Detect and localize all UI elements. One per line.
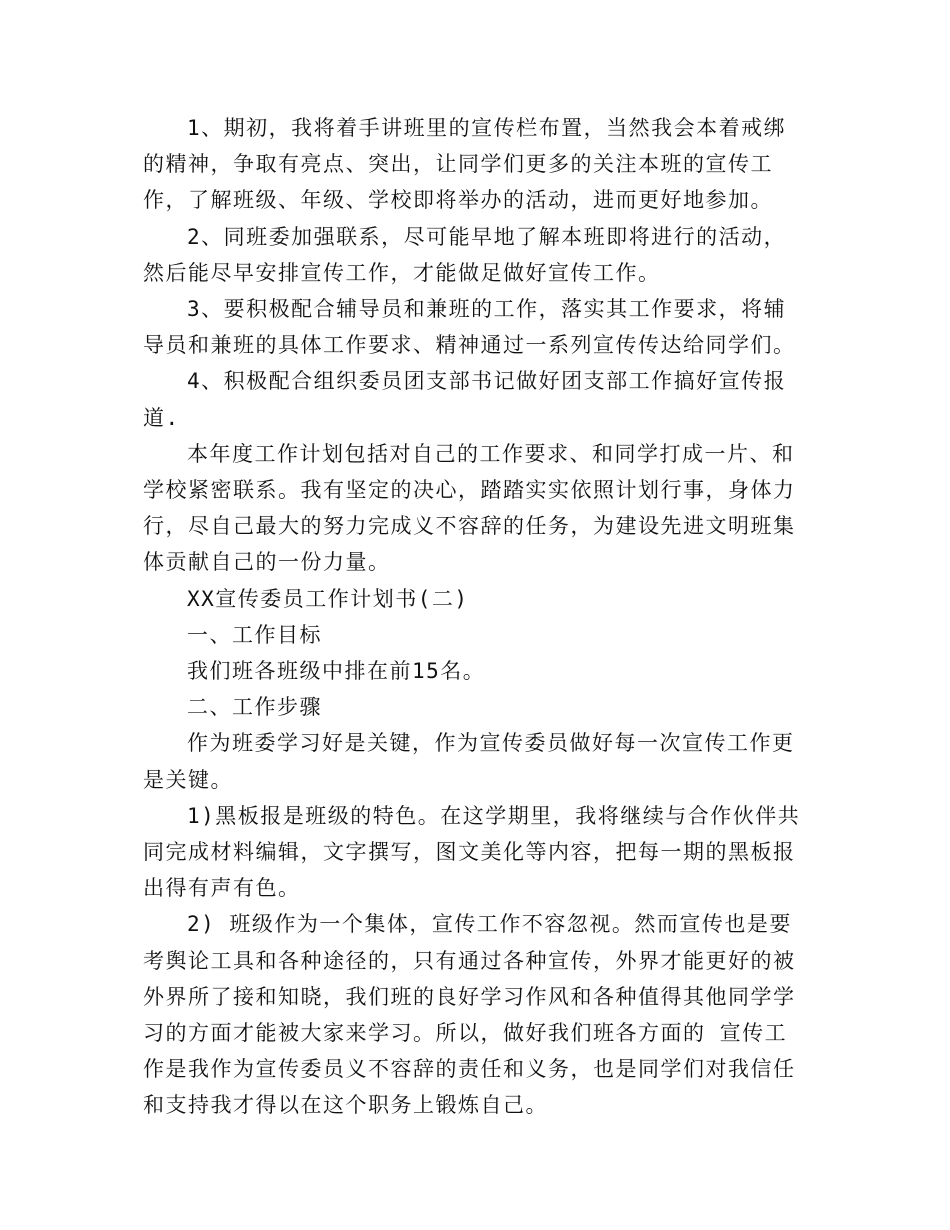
section-title: XX宣传委员工作计划书(二) [187, 586, 469, 611]
paragraph-steps-intro: 作为班委学习好是关键，作为宣传委员做好每一次宣传工作更是关键。 [143, 731, 795, 792]
paragraph-summary: 本年度工作计划包括对自己的工作要求、和同学打成一片、和学校紧密联系。我有坚定的决心，踏踏实实依照计划行事，身体力行，尽自己最大的努力完成义不容辞的任务，为建设先进文明班集体贡献自己的一份力量。 [143, 441, 796, 575]
paragraph-plan-item-2: 2、同班委加强联系，尽可能早地了解本班即将进行的活动，然后能尽早安排宣传工作，才能做足做好宣传工作。 [143, 224, 787, 285]
paragraph-step-1: 1)黑板报是班级的特色。在这学期里，我将继续与合作伙伴共同完成材料编辑，文字撰写，图文美化等内容，把每一期的黑板报出得有声有色。 [143, 803, 801, 901]
paragraph-plan-item-3: 3、要积极配合辅导员和兼班的工作，落实其工作要求，将辅导员和兼班的具体工作要求、精神通过一系列宣传传达给同学们。 [143, 297, 796, 358]
heading-work-goal: 一、工作目标 [187, 622, 322, 647]
paragraph-goal: 我们班各班级中排在前15名。 [187, 659, 486, 684]
paragraph-plan-item-1: 1、期初，我将着手讲班里的宣传栏布置，当然我会本着戒绑的精神，争取有亮点、突出，让同学们更多的关注本班的宣传工作，了解班级、年级、学校即将举办的活动，进而更好地参加。 [143, 116, 787, 213]
document-body [143, 110, 808, 1124]
paragraph-step-2: 2) 班级作为一个集体，宣传工作不容忽视。然而宣传也是要考舆论工具和各种途径的，只有通过各种宣传，外界才能更好的被外界所了接和知晓，我们班的良好学习作风和各种值得其他同学学习的方面才能被大家来学习。所以，做好我们班各方面的 宣传工作是我作为宣传委员义不容辞的责任和义务，也是同学们对我信任和支持我才得以在这个职务上锻炼自己。 [143, 912, 796, 1118]
paragraph-plan-item-4: 4、积极配合组织委员团支部书记做好团支部工作搞好宣传报道. [143, 369, 787, 430]
heading-work-steps: 二、工作步骤 [187, 695, 322, 720]
